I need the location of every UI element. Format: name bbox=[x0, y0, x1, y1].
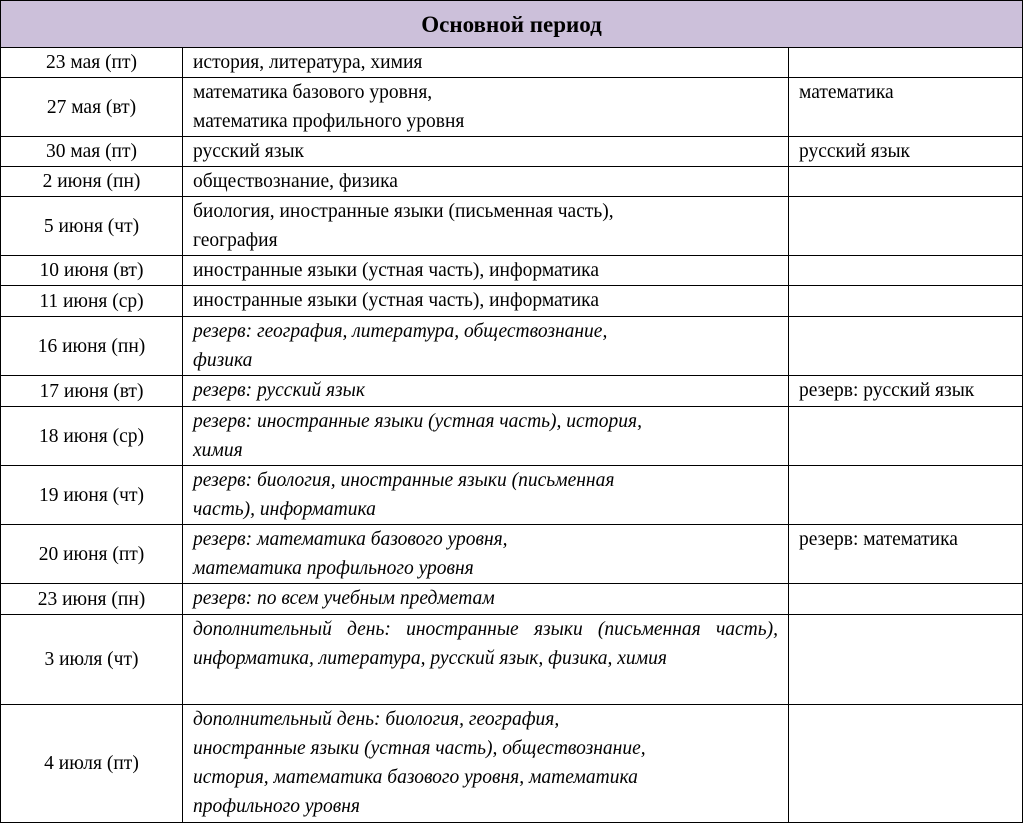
exam-subjects: резерв: иностранные языки (устная часть), история, химия bbox=[183, 407, 789, 466]
table-row bbox=[1, 137, 1023, 167]
exam-subjects-col3 bbox=[789, 584, 1023, 615]
exam-subjects-col3 bbox=[789, 615, 1023, 705]
table-row bbox=[1, 197, 1023, 256]
exam-subjects: иностранные языки (устная часть), информатика bbox=[183, 286, 789, 317]
exam-subjects-col3 bbox=[789, 48, 1023, 78]
exam-date: 4 июля (пт) bbox=[1, 705, 183, 823]
exam-subjects-col3: математика bbox=[789, 78, 1023, 137]
table-row bbox=[1, 615, 1023, 705]
exam-date: 3 июля (чт) bbox=[1, 615, 183, 705]
exam-subjects-col3 bbox=[789, 286, 1023, 317]
header-row bbox=[1, 1, 1023, 48]
exam-subjects: дополнительный день: иностранные языки (письменная часть), информатика, литература, русский язык, физика, химия bbox=[183, 615, 789, 705]
exam-date: 10 июня (вт) bbox=[1, 256, 183, 286]
table-row bbox=[1, 317, 1023, 376]
exam-subjects: резерв: математика базового уровня, математика профильного уровня bbox=[183, 525, 789, 584]
exam-subjects-col3: русский язык bbox=[789, 137, 1023, 167]
exam-subjects-col3 bbox=[789, 407, 1023, 466]
exam-subjects: резерв: биология, иностранные языки (письменная часть), информатика bbox=[183, 466, 789, 525]
exam-date: 11 июня (ср) bbox=[1, 286, 183, 317]
table-row bbox=[1, 48, 1023, 78]
table-row bbox=[1, 584, 1023, 615]
exam-subjects: математика базового уровня, математика профильного уровня bbox=[183, 78, 789, 137]
table-row bbox=[1, 256, 1023, 286]
exam-date: 18 июня (ср) bbox=[1, 407, 183, 466]
exam-subjects: русский язык bbox=[183, 137, 789, 167]
exam-date: 20 июня (пт) bbox=[1, 525, 183, 584]
table-row bbox=[1, 78, 1023, 137]
exam-subjects: резерв: по всем учебным предметам bbox=[183, 584, 789, 615]
exam-subjects-col3 bbox=[789, 256, 1023, 286]
period-title: Основной период bbox=[1, 1, 1023, 48]
exam-subjects-col3: резерв: русский язык bbox=[789, 376, 1023, 407]
exam-subjects-col3: резерв: математика bbox=[789, 525, 1023, 584]
exam-date: 23 мая (пт) bbox=[1, 48, 183, 78]
exam-date: 2 июня (пн) bbox=[1, 167, 183, 197]
table-row bbox=[1, 167, 1023, 197]
exam-date: 23 июня (пн) bbox=[1, 584, 183, 615]
exam-subjects-col3 bbox=[789, 167, 1023, 197]
exam-date: 19 июня (чт) bbox=[1, 466, 183, 525]
exam-date: 27 мая (вт) bbox=[1, 78, 183, 137]
exam-date: 30 мая (пт) bbox=[1, 137, 183, 167]
exam-date: 17 июня (вт) bbox=[1, 376, 183, 407]
exam-subjects-col3 bbox=[789, 705, 1023, 823]
exam-subjects: резерв: русский язык bbox=[183, 376, 789, 407]
exam-subjects: иностранные языки (устная часть), информатика bbox=[183, 256, 789, 286]
exam-subjects-col3 bbox=[789, 466, 1023, 525]
table-row bbox=[1, 407, 1023, 466]
exam-subjects: дополнительный день: биология, география, иностранные языки (устная часть), обществознание, история, математика базового уровня, математика профильного уровня bbox=[183, 705, 789, 823]
exam-subjects: обществознание, физика bbox=[183, 167, 789, 197]
exam-subjects: резерв: география, литература, обществознание, физика bbox=[183, 317, 789, 376]
exam-date: 16 июня (пн) bbox=[1, 317, 183, 376]
exam-subjects-col3 bbox=[789, 197, 1023, 256]
table-row bbox=[1, 286, 1023, 317]
table-row bbox=[1, 376, 1023, 407]
table-row bbox=[1, 525, 1023, 584]
exam-subjects: история, литература, химия bbox=[183, 48, 789, 78]
exam-subjects: биология, иностранные языки (письменная часть), география bbox=[183, 197, 789, 256]
table-row bbox=[1, 466, 1023, 525]
exam-date: 5 июня (чт) bbox=[1, 197, 183, 256]
table-row bbox=[1, 705, 1023, 823]
exam-subjects-col3 bbox=[789, 317, 1023, 376]
